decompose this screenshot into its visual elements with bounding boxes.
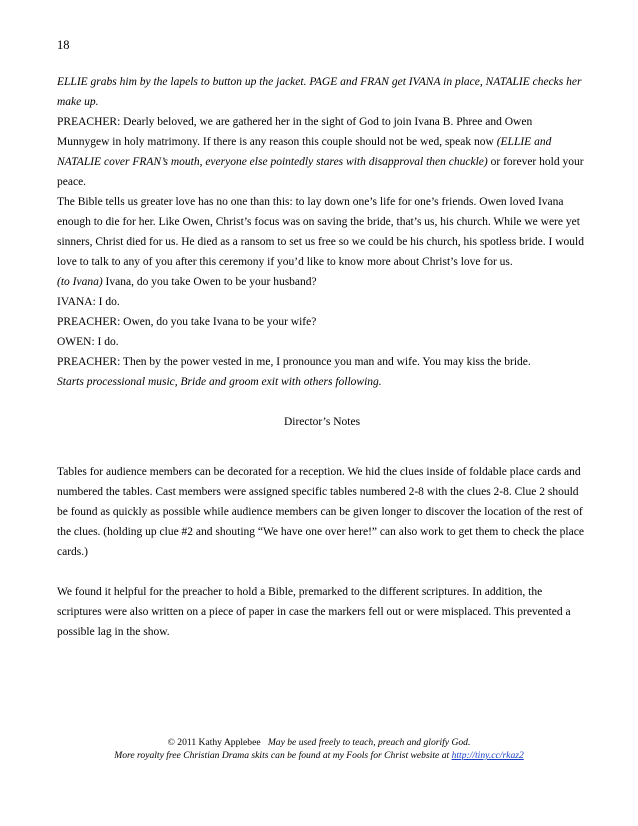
stage-direction: ELLIE grabs him by the lapels to button up the jacket. PAGE and FRAN get IVANA in place, NATALIE checks her make up. [57,76,582,108]
sermon-paragraph: The Bible tells us greater love has no one than this: to lay down one’s life for one’s friends. Owen loved Ivana enough to die for her. Like Owen, Christ’s focus was on saving the bride, that’s us, his church. While we were yet sinners, Christ died for us. He died as a ransom to set us free so we could be his church, his spotless bride. I would love to talk to any of you after this ceremony if you’d like to know more about Christ’s love for us. [57,196,584,268]
directors-note-paragraph: We found it helpful for the preacher to hold a Bible, premarked to the different scriptures. In addition, the scriptures were also written on a piece of paper in case the markers fell out or were misplaced. This prevented a possible lag in the show. [57,586,571,638]
dialogue-text: or forever hold your peace. [57,156,584,188]
page-footer [30,736,608,762]
copyright-text: © 2011 Kathy Applebee [167,737,261,748]
preacher-question-owen: PREACHER: Owen, do you take Ivana to be your wife? [57,316,317,328]
usage-text: May be used freely to teach, preach and glorify God. [267,737,471,748]
more-skits-text: More royalty free Christian Drama skits can be found at my Fools for Christ website at [114,750,452,761]
owen-line: OWEN: I do. [57,336,119,348]
ivana-line: IVANA: I do. [57,296,120,308]
website-link[interactable]: http://tiny.cc/rkaz2 [451,750,524,761]
directors-notes-heading: Director’s Notes [283,416,361,428]
stage-direction-inline: (to Ivana) [57,276,103,288]
footer-line-2 [30,749,608,762]
dialogue-text: Ivana, do you take Owen to be your husband? [102,276,317,288]
preacher-question-ivana [57,272,587,292]
stage-direction: Starts processional music, Bride and groom exit with others following. [57,376,382,388]
stage-direction-inline: (ELLIE and NATALIE cover FRAN’s mouth, everyone else pointedly stares with disapproval then chuckle) [57,136,552,168]
preacher-line [57,112,587,192]
script-body [57,72,587,642]
page-number: 18 [57,38,70,52]
directors-note-paragraph: Tables for audience members can be decorated for a reception. We hid the clues inside of foldable place cards and numbered the tables. Cast members were assigned specific tables numbered 2-8 with the clues 2-8. Clue 2 should be found as quickly as possible while audience members can be given longer to discover the location of the rest of the clues. (holding up clue #2 and shouting “We have one over here!” can also work to get them to check the place cards.) [57,466,584,558]
preacher-pronouncement: PREACHER: Then by the power vested in me, I pronounce you man and wife. You may kiss the bride. [57,356,531,368]
dialogue-text: PREACHER: Dearly beloved, we are gathered her in the sight of God to join Ivana B. Phree and Owen Munnygew in holy matrimony. If there is any reason this couple should not be wed, speak now [57,116,533,148]
footer-line-1 [30,736,608,749]
